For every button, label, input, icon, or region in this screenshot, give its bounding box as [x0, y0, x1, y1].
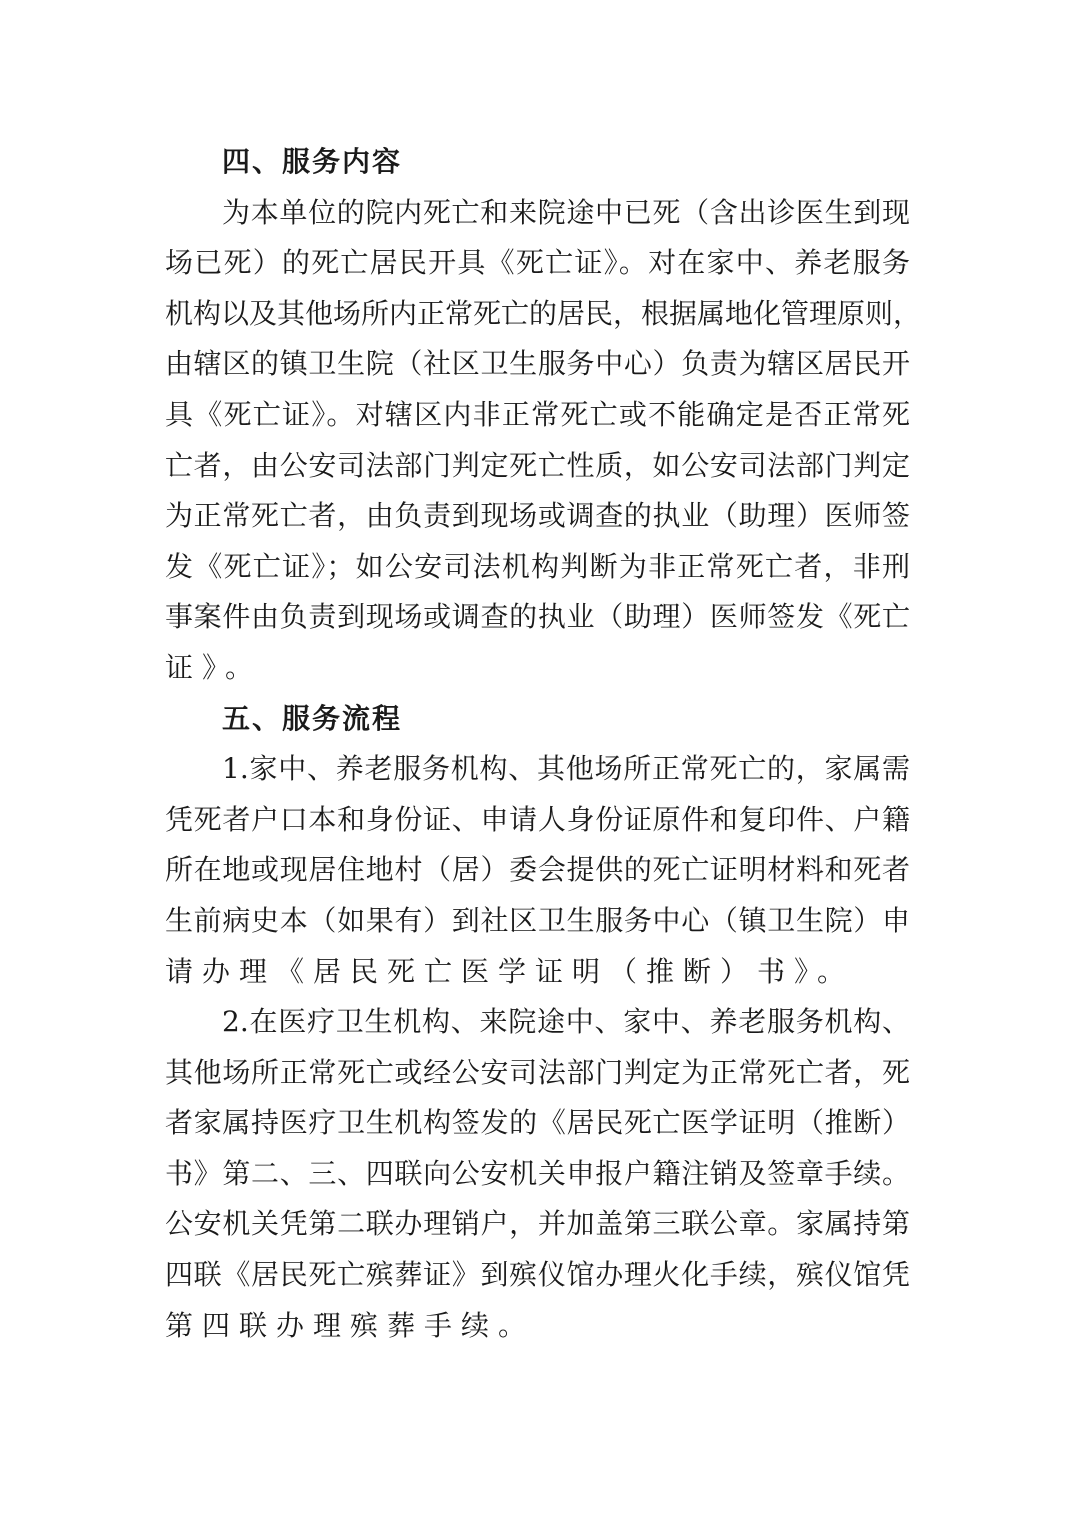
text-line: 生前病史本（如果有）到社区卫生服务中心（镇卫生院）申 — [165, 903, 910, 937]
text-line: 由辖区的镇卫生院（社区卫生服务中心）负责为辖区居民开 — [165, 347, 910, 381]
text-line: 书》第二、三、四联向公安机关申报户籍注销及签章手续。 — [165, 1156, 910, 1190]
text-line: 场已死）的死亡居民开具《死亡证》。对在家中、养老服务 — [165, 246, 910, 280]
text-line: 具《死亡证》。对辖区内非正常死亡或不能确定是否正常死 — [165, 397, 910, 431]
text-line: 公安机关凭第二联办理销户，并加盖第三联公章。家属持第 — [165, 1207, 910, 1241]
paragraph-process-item-2 — [165, 997, 910, 1351]
section-heading-service-process: 五、服务流程 — [222, 701, 403, 735]
text-line: 所在地或现居住地村（居）委会提供的死亡证明材料和死者 — [165, 853, 910, 887]
text-line: 者家属持医疗卫生机构签发的《居民死亡医学证明（推断） — [165, 1106, 910, 1140]
paragraph-process-item-1 — [165, 744, 910, 997]
text-line: 为本单位的院内死亡和来院途中已死（含出诊医生到现 — [222, 195, 910, 229]
paragraph-service-content — [165, 188, 922, 694]
text-line: 事案件由负责到现场或调查的执业（助理）医师签发《死亡 — [165, 600, 910, 634]
text-line: 2.在医疗卫生机构、来院途中、家中、养老服务机构、 — [222, 1005, 910, 1039]
text-line: 机构以及其他场所内正常死亡的居民，根据属地化管理原则， — [165, 296, 922, 330]
text-line: 其他场所正常死亡或经公安司法部门判定为正常死亡者，死 — [165, 1055, 910, 1089]
text-line: 请办理《居民死亡医学证明（推断）书》。 — [165, 954, 855, 988]
document-page — [165, 137, 922, 1351]
section-heading-service-content: 四、服务内容 — [222, 145, 403, 178]
text-line: 为正常死亡者，由负责到现场或调查的执业（助理）医师签 — [165, 499, 910, 533]
text-line: 凭死者户口本和身份证、申请人身份证原件和复印件、户籍 — [165, 802, 910, 836]
text-line: 第四联办理殡葬手续。 — [165, 1308, 536, 1342]
text-line: 1.家中、养老服务机构、其他场所正常死亡的，家属需 — [222, 752, 910, 786]
text-line: 发《死亡证》；如公安司法机构判断为非正常死亡者，非刑 — [165, 549, 910, 583]
text-line: 证》。 — [165, 650, 263, 684]
text-line: 亡者，由公安司法部门判定死亡性质，如公安司法部门判定 — [165, 448, 910, 482]
text-line: 四联《居民死亡殡葬证》到殡仪馆办理火化手续，殡仪馆凭 — [165, 1258, 910, 1292]
